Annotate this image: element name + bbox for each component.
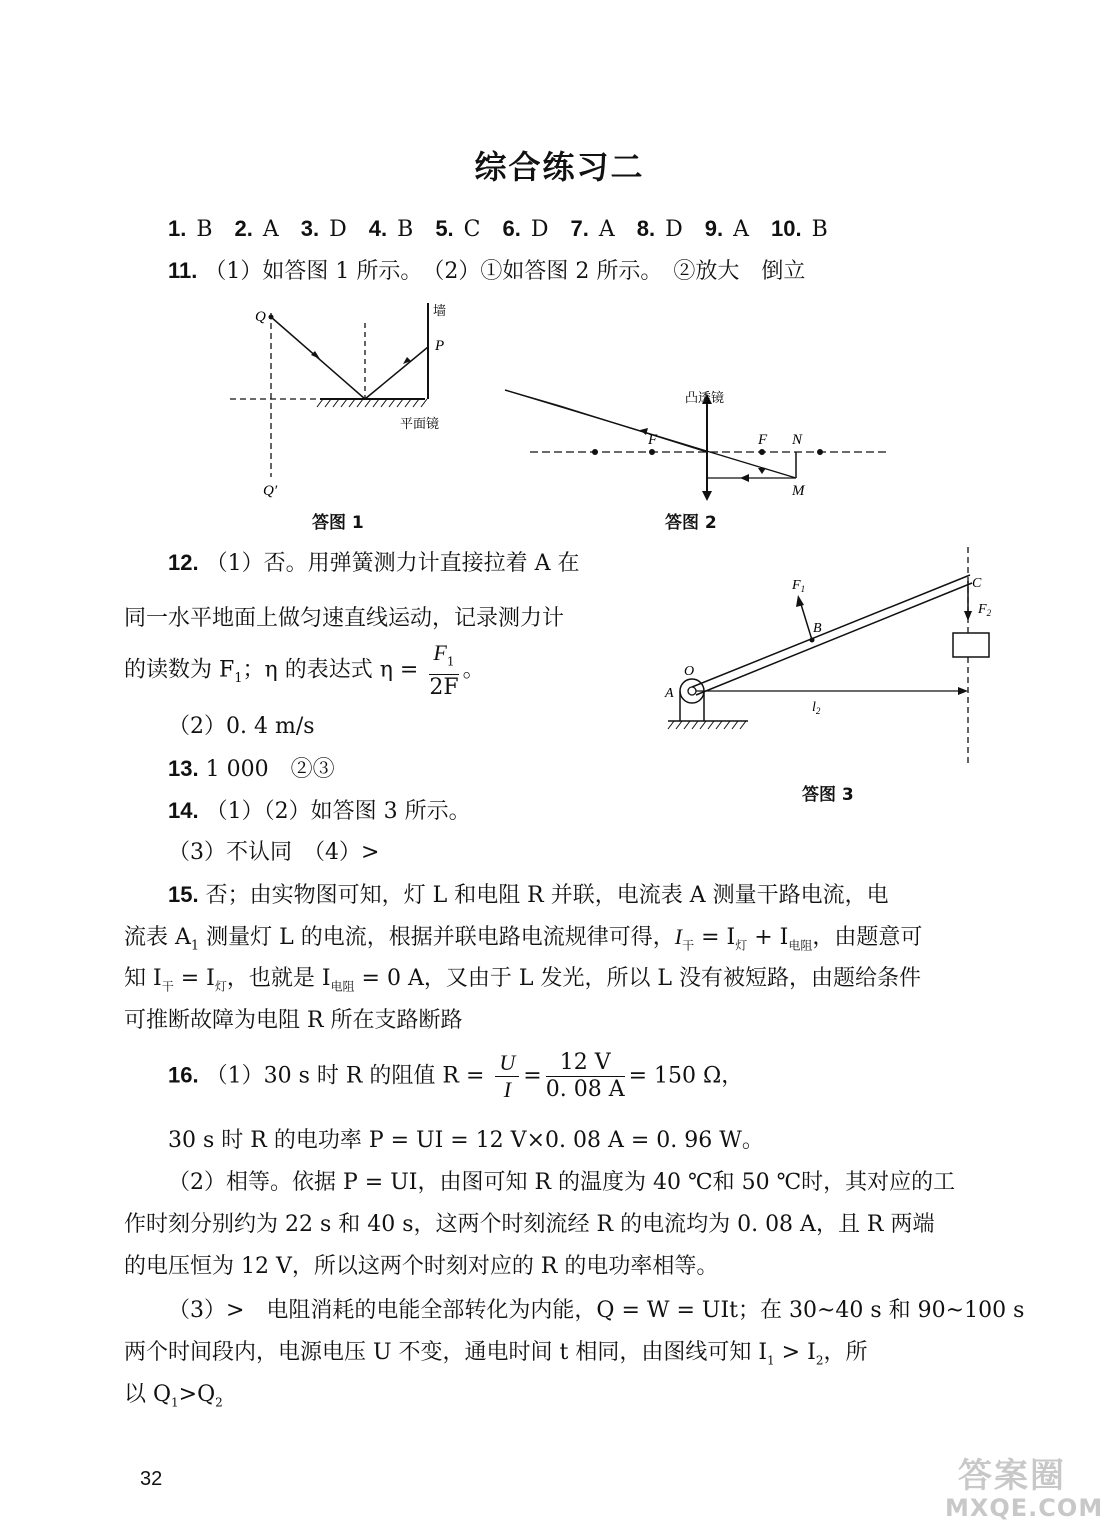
fig2-label-F-right: F [758,432,768,448]
q15-line3: 知 $I_干 = I_灯$，也就是 $I_{电阻} = 0$ A，又由于 L 发光，所以 L 没有被短路，由题给条件 [124,966,922,994]
fig3-label-O: O [684,664,695,679]
fig3-label-F2: $F_2$ [978,602,992,618]
q14-line2: （3）不认同 （4）> [168,840,380,865]
q15-line2: 流表 $A_1$ 测量灯 L 的电流，根据并联电路电流规律可得，$I_干 = I_灯 + I_{电阻}$，由题意可 [124,924,923,954]
q11-line [168,256,805,287]
fig1-label-Q: Q [255,309,266,325]
q12-number: 12. [168,550,199,575]
q11-number: 11. [168,258,198,283]
fig3-label-F1: $F_1$ [792,578,806,594]
frac-12V-over-008A: $\frac{12 V}{0. 08 A}$ [545,1050,625,1102]
q14-line1: 14. （1）（2）如答图 3 所示。 [168,798,471,824]
q11-text: （1）如答图 1 所示。 （2）①如答图 2 所示。 ②放大 倒立 [204,259,806,284]
fig3-label-A: A [665,686,674,701]
frac-U-over-I: $\frac{U}{I}$ [495,1050,519,1103]
q16-part2-line2: 作时刻分别约为 22 s 和 40 s，这两个时刻流经 R 的电流均为 0. 08 A，且 R 两端 [124,1212,935,1237]
fig1-label-Qprime: Q′ [263,483,278,499]
mc-answer: 1. B [168,216,213,242]
mc-answer: 2. A [234,216,279,242]
fig1-label-wall: 墙 [433,303,447,318]
fig2-label-lens: 凸透镜 [685,390,725,405]
fig1-label-mirror: 平面镜 [400,416,440,431]
q16-part1: 16. （1）30 s 时 R 的阻值 R = $\frac{U}{I}$ = $\frac{12 V}{0. 08 A}$ = 150 Ω， [168,1050,744,1102]
mc-answer: 8. D [636,216,683,242]
fig3-label-C: C [972,576,982,591]
mc-answer: 9. A [704,216,750,242]
figure-2 [500,380,900,505]
mc-answer: 3. D [300,216,347,242]
fig1-caption: 答图 1 [312,513,364,533]
fig1-label-P: P [435,338,445,354]
q12-text-1: （1）否。用弹簧测力计直接拉着 A 在 [205,551,580,576]
q15-line4: 可推断故障为电阻 R 所在支路断路 [124,1008,463,1033]
mc-answer: 6. D [502,216,549,242]
q13-line: 13. 1 000 ②③ [168,756,335,782]
page-number: 32 [140,1468,163,1490]
page-title: 综合练习二 [474,148,645,186]
fig3-label-l2: $l_2$ [812,700,821,716]
q12-line1 [168,548,579,579]
mc-answer: 7. A [570,216,615,242]
q12-line3: 的读数为 $F_1$；η 的表达式 η = $\frac{F_1}{2F}$ 。 [124,640,485,701]
fig2-label-M: M [792,483,805,499]
fig2-label-F-left: F [648,432,658,448]
mc-answer: 10. B [771,216,828,242]
mc-answer: 4. B [368,216,414,242]
fig2-caption: 答图 2 [665,513,717,533]
fig3-caption: 答图 3 [802,785,854,805]
fig2-label-N: N [792,432,803,448]
figure-3 [660,545,995,765]
q13-text: 1 000 ②③ [205,757,335,782]
q16-part3-line3: 以 $Q_1>Q_2$ [124,1382,223,1410]
q15-line1: 15. 否；由实物图可知，灯 L 和电阻 R 并联，电流表 A 测量干路电流，电 [168,882,889,908]
eta-fraction: $\frac{F_1}{2F}$ [429,640,459,701]
fig3-label-B: B [813,621,822,636]
q12-part2: （2）0. 4 m/s [168,714,315,739]
q15-text-1: 否；由实物图可知，灯 L 和电阻 R 并联，电流表 A 测量干路电流，电 [205,883,889,908]
q12-line2: 同一水平地面上做匀速直线运动，记录测力计 [124,606,565,631]
watermark-url: MXQE.COM [945,1494,1104,1522]
q14-text-1: （1）（2）如答图 3 所示。 [205,799,471,824]
mc-answers [168,214,850,245]
watermark-logo: 答案圈 [958,1456,1066,1496]
mc-answer: 5. C [435,216,481,242]
q16-part3-line2: 两个时间段内，电源电压 U 不变，通电时间 t 相同，由图线可知 $I_1 > I_2$，所 [124,1340,868,1368]
q16-part2-line1: （2）相等。依据 P = UI，由图可知 R 的温度为 40 ℃和 50 ℃时，其对应的工 [168,1170,956,1195]
q16-part2-line3: 的电压恒为 12 V，所以这两个时刻对应的 R 的电功率相等。 [124,1254,719,1279]
q16-part3-line1: （3）> 电阻消耗的电能全部转化为内能，Q = W = UIt；在 30~40 s 和 90~100 s [168,1298,1025,1323]
q16-part1-line2: 30 s 时 R 的电功率 P = UI = 12 V×0. 08 A = 0. 96 W。 [168,1128,764,1153]
figure-1 [225,295,475,505]
